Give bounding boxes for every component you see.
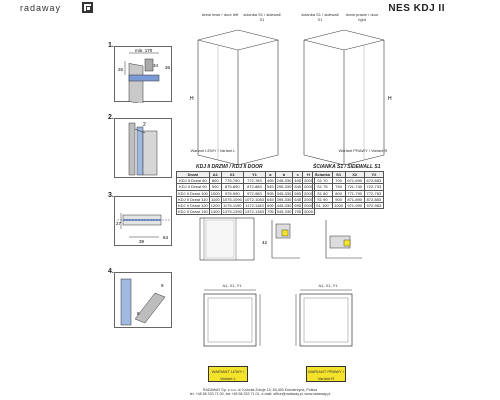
door-table-cell: 2000 [304,196,313,202]
door-table-header-cell: X1 [221,172,243,178]
door-table-cell: 545 [294,184,302,190]
door-table-cell: 772-783 [243,178,265,184]
wall-table-cell: 750 [332,184,345,190]
door-table-cell: 1375-1390 [222,209,242,215]
wall-table-cell: 722-733 [364,184,383,190]
right-door-label: drzwi prawe / door right [345,12,379,22]
door-table-cell: 1200 [210,203,220,209]
wall-table-cell: 671-690 [345,178,364,184]
left-plan-view [196,286,266,366]
wall-table-cell: S1 75 [313,184,333,190]
door-table-cell: 900 [209,184,221,190]
wall-table-cell: S1 100 [313,202,333,208]
wall-table-row [313,190,384,196]
door-table-cell: 295-330 [276,184,292,190]
step-2-drawing [115,119,173,179]
door-table-cell: 800 [209,178,221,184]
step-1-label: 1. [108,42,114,49]
step-3-panel [114,196,172,246]
wall-table-row [313,184,384,190]
wall-table-cell: 771-790 [345,190,364,196]
door-frame-detail [196,214,256,264]
right-plan-view [292,286,362,366]
door-table-cell: 595 [266,190,274,196]
wall-table-row [313,196,384,202]
door-table-cell: 345-330 [276,190,292,196]
door-table-header-cell: Y1 [243,172,265,178]
door-table-cell: 595 [294,190,302,196]
wall-table-cell: 700 [332,178,345,184]
door-table-cell: KDJ II Drzwi 90 [177,184,210,190]
dim-42: 42 [262,240,268,245]
door-table-cell: 545-330 [276,209,292,215]
door-table-cell: 445-330 [276,203,292,209]
right-variant-drawing [294,20,394,165]
right-plan-dim-top: A1, X1, Y1 [318,283,338,288]
right-plan-caption: WARIANT PRAWY / Variant R [306,366,346,382]
door-table-cell: KDJ II Drzwi 140 [178,209,208,215]
door-table-cell: 872-883 [243,184,265,190]
wall-table-cell: 672-683 [364,178,383,184]
dim-min170: min. 170 [135,48,153,53]
dim-39: 39 [139,239,145,244]
left-plan-dim-top: A1, X1, Y1 [222,283,242,288]
door-table-cell: 495 [266,178,274,184]
door-table-cell: 795 [294,209,302,215]
step-3-drawing [115,197,173,247]
step-1-drawing [115,47,173,103]
door-table-cell: 545 [266,184,274,190]
dim-34: 34 [153,63,159,68]
door-dimension-table [176,171,315,215]
dim-27: 27 [116,221,122,226]
right-variant-caption: Wariant PRAWY / Variant R [338,148,388,153]
door-table-header-cell: c [293,172,303,178]
wall-table-cell: 972-983 [364,202,383,208]
door-table-cell: 775-790 [221,178,243,184]
door-table-cell: 1172-1183 [245,203,264,209]
door-table-title: KDJ II DRZWI / KDJ II DOOR [196,164,263,170]
door-table-cell: 645 [294,196,302,202]
door-table-cell: 1000 [210,190,220,196]
door-table-cell: 875-890 [221,184,243,190]
door-table-cell: 2000 [304,178,313,184]
door-table-header-cell: H [303,172,315,178]
wall-table-cell: 1000 [332,202,345,208]
door-table-cell: 1072-1083 [244,196,264,202]
step-1-panel [114,46,172,102]
door-table-cell: 975-990 [221,190,243,196]
right-wall-label: ścianka S1 / sidewall S1 [301,12,339,22]
left-variant-caption: Wariant LEWY / Variant L [190,148,236,153]
height-h-left: H [190,96,194,102]
door-table-cell: 2000 [304,184,313,190]
wall-table-cell: 971-990 [345,202,364,208]
door-table-header-cell: Drzwi [177,172,210,178]
model-title: NES KDJ II [388,3,445,14]
step-4-label: 4. [108,268,114,275]
step-4-drawing [115,273,173,329]
door-table-cell: KDJ II Drzwi 80 [177,178,210,184]
wall-table-cell: 871-890 [345,196,364,202]
door-table-cell: 695 [266,203,274,209]
door-table-cell: 695 [294,203,302,209]
door-table-cell: KDJ II Drzwi 110 [178,196,208,202]
door-table-cell: 1100 [210,196,220,202]
profile-detail-1 [260,214,310,264]
left-door-label: drzwi lewe / door left [201,12,239,17]
step-3-label: 3. [108,192,114,199]
footer-address: RADAWAY Sp. z o.o. ul. Kolonia Zdroje 15, 83-400 Kościerzyna, Polska [202,388,318,392]
door-table-header-cell: A1 [209,172,221,178]
door-table-cell: 245-330 [276,178,292,184]
door-table-cell: 1400 [210,209,220,215]
wall-table-cell: 772-783 [364,190,383,196]
door-table-cell: 2000 [304,190,313,196]
door-table-header-cell: a [265,172,275,178]
door-table-cell: KDJ II Drzwi 120 [178,203,208,209]
left-plan-caption: WARIANT LEWY / Variant L [208,366,248,382]
left-wall-label: ścianka S1 / sidewall S1 [243,12,281,22]
step-2-panel [114,118,172,178]
logo-square-icon [82,2,93,13]
footer-contact: tel. +48 58 333 71 00, fax +48 58 333 71 01, e-mail: office@radaway.pl, www.radaway.pl [189,392,331,397]
wall-table-row [313,202,384,208]
height-h-right: H [388,96,392,102]
dim-8: 8 [137,311,140,316]
step-4-panel [114,272,172,328]
door-table-cell: 2000 [304,203,313,209]
wall-table-cell: 900 [332,196,345,202]
door-table-cell: 1175-1190 [223,203,242,209]
door-table-cell: 1372-1383 [244,209,264,215]
wall-table-cell: 721-740 [345,184,364,190]
door-table-cell: 972-983 [243,190,265,196]
brand-logo: radaway [20,3,62,13]
wall-table-header-cell: Y2 [364,172,383,178]
door-table-cell: 495 [294,178,302,184]
door-table-cell: 1075-1090 [222,196,242,202]
wall-table-header-cell: X2 [345,172,364,178]
door-table-cell: 395-330 [276,196,292,202]
wall-table-header-cell: Ścianka [313,172,333,178]
step-2-marker: 2 [143,122,146,128]
dim-26: 26 [118,67,124,72]
wall-table-cell: S1 90 [313,196,333,202]
door-table-row [177,196,315,202]
door-table-cell: 645 [266,196,274,202]
wall-table-row [313,178,384,184]
door-table-header-cell: b [275,172,293,178]
dim-64: 64 [163,235,169,240]
wall-table-cell: S1 80 [313,190,333,196]
step-2-label: 2. [108,114,114,121]
wall-table-title: ŚCIANKA S1 / SIDEWALL S1 [313,164,381,170]
door-table-row [177,202,315,208]
door-table-cell: KDJ II Drzwi 100 [178,190,208,196]
wall-table-cell: S1 70 [313,178,333,184]
profile-detail-2 [318,214,368,264]
footer [80,388,440,397]
dim-9: 9 [161,283,164,288]
door-table-cell: 2000 [304,209,313,215]
wall-table-cell: 872-883 [364,196,383,202]
door-table-cell: 795 [266,209,274,215]
wall-table-header-cell: S1 [332,172,345,178]
dim-36: 36 [165,65,171,70]
wall-table-cell: 800 [332,190,345,196]
left-variant-drawing [188,20,288,165]
wall-dimension-table [312,171,384,209]
